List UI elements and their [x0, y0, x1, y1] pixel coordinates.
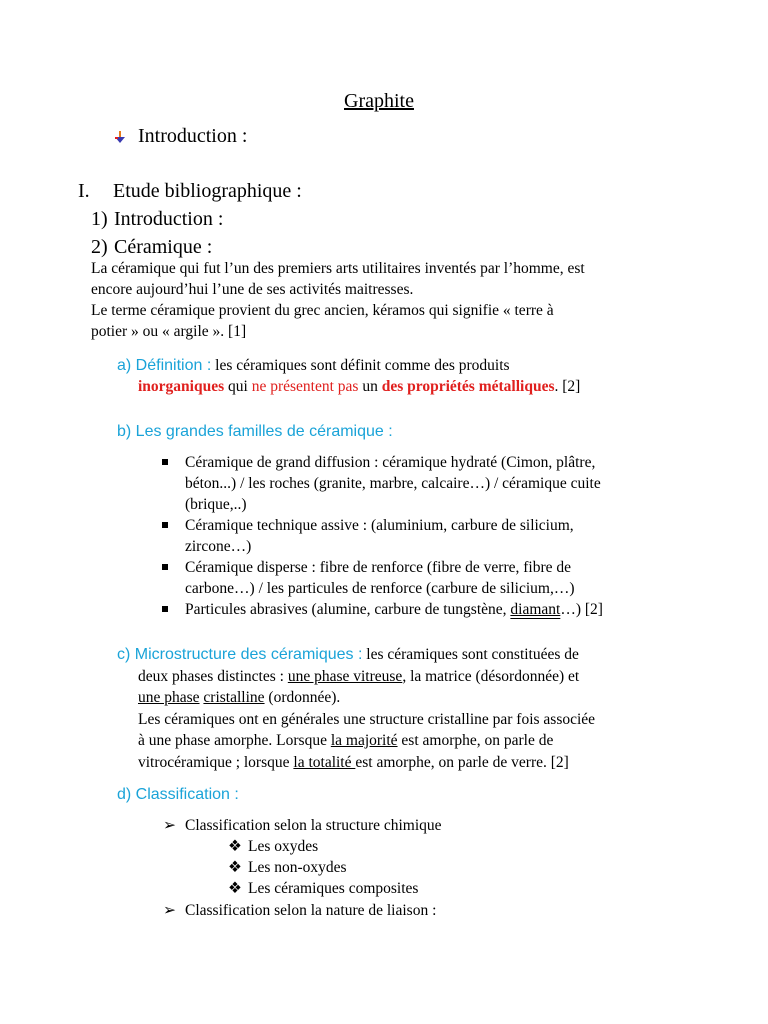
family-item-line: zircone…)	[185, 538, 252, 555]
definition-line-1	[117, 355, 510, 376]
classification-item: Classification selon la nature de liaison :	[185, 902, 437, 919]
para-line: encore aujourd’hui l’une de ses activités maitresses.	[91, 281, 414, 298]
diamond-bullet-icon: ❖	[228, 859, 242, 876]
classification-heading: d) Classification :	[117, 786, 239, 803]
square-bullet-icon	[162, 459, 168, 465]
page-title: Graphite	[344, 90, 414, 112]
subsection-1-number: 1)	[91, 208, 108, 230]
microstructure-line-5	[138, 730, 553, 751]
text: …) [2]	[560, 601, 603, 618]
word: qui	[228, 378, 248, 395]
underlined-text: la majorité	[330, 732, 398, 749]
definition-heading: a) Définition :	[117, 357, 212, 374]
diamond-bullet-icon: ❖	[228, 880, 242, 897]
square-bullet-icon	[162, 522, 168, 528]
definition-line-2	[138, 376, 580, 397]
classification-subitem: Les céramiques composites	[248, 880, 419, 897]
classification-subitem: Les oxydes	[248, 838, 319, 855]
para-line: Le terme céramique provient du grec ancien, kéramos qui signifie « terre à	[91, 302, 554, 319]
definition-text: les céramiques sont définit comme des produits	[215, 357, 510, 374]
microstructure-line-1	[117, 644, 579, 665]
family-item-line	[185, 599, 603, 620]
family-item-line: carbone…) / les particules de renforce (carbure de silicium,…)	[185, 580, 575, 597]
text: est amorphe, on parle de verre. [2]	[355, 754, 569, 771]
text: (ordonnée).	[264, 689, 341, 706]
underlined-text: la totalité	[293, 754, 356, 771]
underlined-text: une phase vitreuse	[287, 668, 403, 685]
diamond-bullet-icon: ❖	[228, 838, 242, 855]
microstructure-heading: c) Microstructure des céramiques :	[117, 646, 363, 663]
text: Particules abrasives (alumine, carbure de tungstène,	[185, 601, 511, 618]
bullet-arrow-icon	[114, 130, 126, 144]
family-item-line: (brique,..)	[185, 496, 247, 513]
family-item-line: béton...) / les roches (granite, marbre, calcaire…) / céramique cuite	[185, 475, 601, 492]
microstructure-line-3	[138, 687, 340, 708]
para-line: potier » ou « argile ». [1]	[91, 323, 247, 340]
classification-subitem: Les non-oxydes	[248, 859, 347, 876]
microstructure-line-4: Les céramiques ont en générales une structure cristalline par fois associée	[138, 711, 596, 728]
text: les céramiques sont constituées de	[366, 646, 579, 663]
arrow-bullet-icon: ➢	[163, 902, 176, 919]
text: vitrocéramique ; lorsque	[138, 754, 294, 771]
para-line: La céramique qui fut l’un des premiers arts utilitaires inventés par l’homme, est	[91, 260, 585, 277]
family-item-line: Céramique disperse : fibre de renforce (fibre de verre, fibre de	[185, 559, 572, 576]
keyword-ne-presentent: ne présentent pas	[251, 378, 359, 395]
text: deux phases distinctes :	[138, 668, 288, 685]
family-item-line: Céramique technique assive : (aluminium, carbure de silicium,	[185, 517, 574, 534]
section-number: I.	[78, 180, 90, 202]
microstructure-line-6	[138, 752, 569, 773]
microstructure-line-2	[138, 666, 579, 687]
square-bullet-icon	[162, 564, 168, 570]
intro-heading: Introduction :	[138, 125, 248, 147]
subsection-2-number: 2)	[91, 236, 108, 258]
text: , la matrice (désordonnée) et	[402, 668, 580, 685]
subsection-2-title: Céramique :	[114, 236, 213, 258]
classification-item: Classification selon la structure chimique	[185, 817, 442, 834]
text: à une phase amorphe. Lorsque	[138, 732, 331, 749]
subsection-1-title: Introduction :	[114, 208, 224, 230]
section-title: Etude bibliographique :	[113, 180, 302, 202]
text: est amorphe, on parle de	[397, 732, 554, 749]
diamant-word: diamant	[510, 601, 561, 618]
family-item-line: Céramique de grand diffusion : céramique hydraté (Cimon, plâtre,	[185, 454, 596, 471]
keyword-inorganiques: inorganiques	[138, 378, 225, 395]
citation: . [2]	[554, 378, 581, 395]
keyword-proprietes: des propriétés métalliques	[381, 378, 555, 395]
square-bullet-icon	[162, 606, 168, 612]
families-heading: b) Les grandes familles de céramique :	[117, 423, 393, 440]
underlined-text: une phase	[138, 689, 200, 706]
underlined-text: cristalline	[203, 689, 265, 706]
word: un	[362, 378, 378, 395]
arrow-bullet-icon: ➢	[163, 817, 176, 834]
